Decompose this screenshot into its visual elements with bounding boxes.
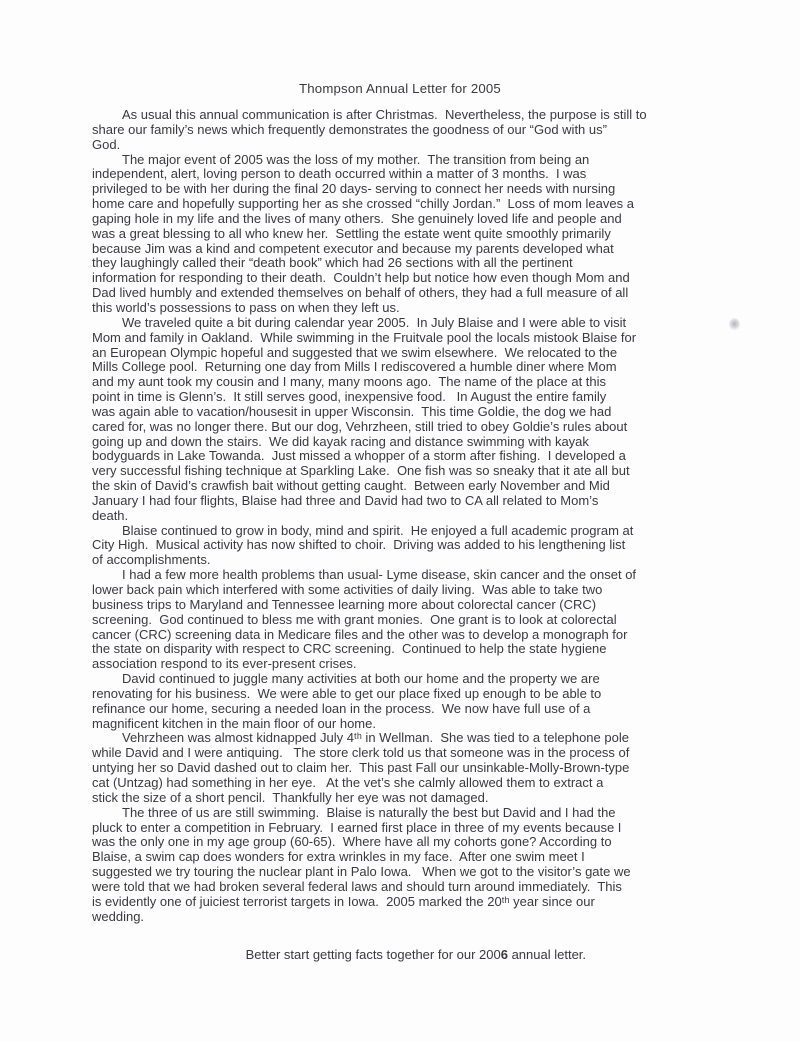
- letter-line: pluck to enter a competition in February. I earned first place in three of my events because I: [92, 819, 622, 835]
- letter-line: I had a few more health problems than usual- Lyme disease, skin cancer and the onset of: [122, 567, 637, 583]
- letter-line: Mills College pool. Returning one day from Mills I rediscovered a humble diner where Mom: [92, 359, 617, 375]
- letter-line: cat (Untzag) had something in her eye. At the vet’s she calmly allowed them to extract a: [92, 774, 604, 790]
- letter-line: cancer (CRC) screening data in Medicare files and the other was to develop a monograph for: [92, 626, 628, 642]
- letter-line: Vehrzheen was almost kidnapped July 4ᵗʰ in Wellman. She was tied to a telephone pole: [122, 730, 629, 746]
- letter-line: screening. God continued to bless me with grant monies. One grant is to look at colorectal: [92, 611, 617, 627]
- letter-line: Blaise continued to grow in body, mind and spirit. He enjoyed a full academic program at: [122, 522, 634, 538]
- letter-line: very successful fishing technique at Sparkling Lake. One fish was so sneaky that it ate all but: [92, 463, 630, 479]
- letter-line: share our family’s news which frequently demonstrates the goodness of our “God with us”: [92, 121, 607, 137]
- letter-line: magnificent kitchen in the main floor of our home.: [92, 715, 376, 731]
- letter-line: lower back pain which interfered with some activities of daily living. Was able to take two: [92, 582, 603, 597]
- letter-line: Mom and family in Oakland. While swimming in the Fruitvale pool the locals mistook Blaise for: [92, 329, 637, 345]
- letter-line: and my aunt took my cousin and I many, many moons ago. The name of the place at this: [92, 374, 607, 390]
- letter-line: Blaise, a swim cap does wonders for extra wrinkles in my face. After one swim meet I: [92, 849, 585, 865]
- letter-line: is evidently one of juiciest terrorist targets in Iowa. 2005 marked the 20ᵗʰ year since our: [92, 893, 595, 909]
- letter-line: information for responding to their death. Couldn’t help but notice how even though Mom and: [92, 270, 630, 286]
- letter-line: wedding.: [92, 908, 145, 924]
- closing-text-pre: Better start getting facts together for our 200: [245, 947, 501, 963]
- letter-line: were told that we had broken several federal laws and should turn around immediately. This: [92, 878, 622, 894]
- letter-line: the skin of David’s crawfish bait without getting caught. Between early November and Mid: [92, 478, 610, 494]
- letter-line: association respond to its ever-present crises.: [92, 656, 357, 672]
- letter-line: suggested we try touring the nuclear plant in Palo Iowa. When we got to the visitor’s gate we: [92, 864, 631, 880]
- letter-line: home care and hopefully supporting her as she crossed “chilly Jordan.” Loss of mom leaves a: [92, 196, 634, 212]
- closing-text-bold: 6: [500, 947, 508, 963]
- letter-line: because Jim was a kind and competent executor and because my parents developed what: [92, 240, 614, 256]
- letter-line: renovating for his business. We were able to get our place fixed up enough to be able to: [92, 685, 602, 701]
- letter-title: Thompson Annual Letter for 2005: [299, 81, 501, 96]
- closing-text-post: annual letter.: [507, 947, 587, 963]
- letter-line: independent, alert, loving person to death occurred within a matter of 3 months. I was: [92, 166, 587, 182]
- letter-line: point in time is Glenn’s. It still serves good, inexpensive food. In August the entire family: [92, 389, 607, 405]
- letter-line: gaping hole in my life and the lives of many others. She genuinely loved life and people and: [92, 210, 622, 226]
- letter-line: City High. Musical activity has now shifted to choir. Driving was added to his lengthening list: [92, 537, 626, 553]
- letter-line: stick the size of a short pencil. Thankfully her eye was not damaged.: [92, 789, 489, 805]
- letter-line: We traveled quite a bit during calendar year 2005. In July Blaise and I were able to visit: [122, 314, 627, 330]
- letter-line: refinance our home, securing a needed loan in the process. We now have full use of a: [92, 700, 591, 716]
- letter-closing: [92, 933, 718, 978]
- letter-line: was a great blessing to all who knew her. Settling the estate went quite smoothly primarily: [92, 225, 611, 241]
- scan-smudge-artifact: [729, 318, 740, 331]
- letter-line: As usual this annual communication is after Christmas. Nevertheless, the purpose is still to: [122, 107, 647, 122]
- letter-line: cared for, was no longer there. But our dog, Vehrzheen, still tried to obey Goldie’s rules about: [92, 418, 628, 434]
- letter-line: Dad lived humbly and extended themselves on behalf of others, they had a full measure of all: [92, 285, 629, 301]
- letter-body: [92, 108, 718, 978]
- letter-line: the state on disparity with respect to CRC screening. Continued to help the state hygiene: [92, 641, 607, 657]
- letter-line: The major event of 2005 was the loss of my mother. The transition from being an: [122, 151, 590, 167]
- letter-line: death.: [92, 507, 129, 523]
- letter-line: business trips to Maryland and Tennessee learning more about colorectal cancer (CRC): [92, 596, 597, 612]
- letter-line: untying her so David dashed out to claim her. This past Fall our unsinkable-Molly-Brown-type: [92, 760, 630, 776]
- letter-line: this world’s possessions to pass on when they left us.: [92, 299, 400, 315]
- letter-line: God.: [92, 136, 121, 152]
- letter-line: of accomplishments.: [92, 552, 211, 568]
- letter-line: privileged to be with her during the final 20 days- serving to connect her needs with nursing: [92, 181, 616, 197]
- letter-line: David continued to juggle many activities at both our home and the property we are: [122, 671, 600, 687]
- letter-line: January I had four flights, Blaise had three and David had two to CA all related to Mom’s: [92, 492, 599, 508]
- letter-line: an European Olympic hopeful and suggested that we swim elsewhere. We relocated to the: [92, 344, 618, 360]
- letter-line: while David and I were antiquing. The store clerk told us that someone was in the process of: [92, 745, 630, 761]
- letter-line: The three of us are still swimming. Blaise is naturally the best but David and I had the: [122, 804, 616, 820]
- letter-line: bodyguards in Lake Towanda. Just missed a whopper of a storm after fishing. I developed a: [92, 448, 626, 464]
- letter-line: was the only one in my age group (60-65). Where have all my cohorts gone? According to: [92, 834, 612, 850]
- letter-line: was again able to vacation/housesit in upper Wisconsin. This time Goldie, the dog we had: [92, 403, 612, 419]
- letter-line: they laughingly called their “death book” which had 26 sections with all the pertinent: [92, 255, 573, 271]
- letter-line: going up and down the stairs. We did kayak racing and distance swimming with kayak: [92, 433, 589, 449]
